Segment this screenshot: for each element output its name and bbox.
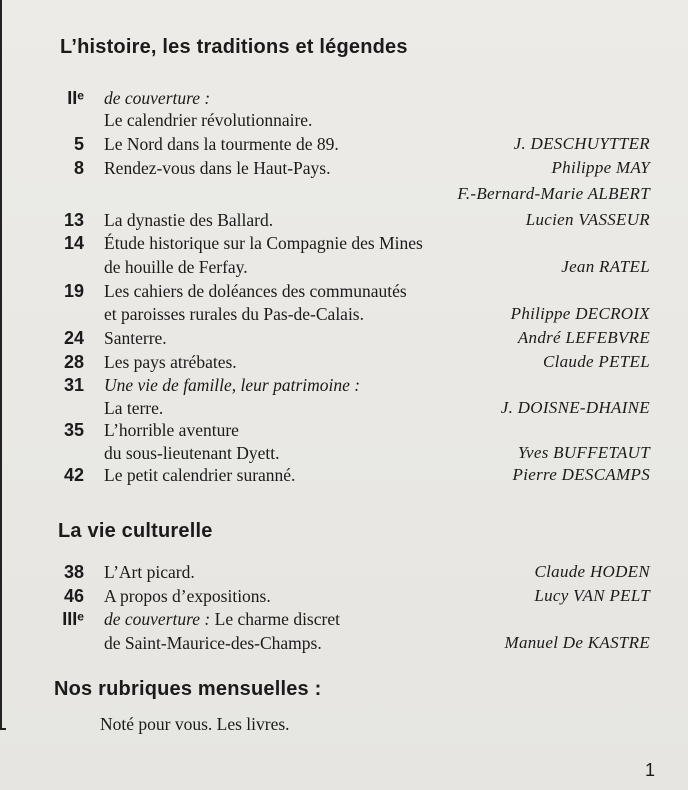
page-number-ref: 5 (73, 134, 84, 154)
entry-title: A propos d’expositions. (104, 586, 271, 606)
entry-title: Le petit calendrier suranné. (104, 465, 296, 485)
entry-author: Pierre DESCAMPS (512, 465, 650, 484)
entry-author: Yves BUFFETAUT (517, 443, 650, 462)
entry-title: de houille de Ferfay. (104, 257, 248, 277)
toc-entry (0, 631, 688, 655)
page-number-ref: 46 (63, 586, 84, 606)
toc-entry (0, 350, 688, 374)
entry-title: Le Nord dans la tourmente de 89. (104, 134, 339, 154)
toc-entry (0, 607, 688, 631)
entry-author: Lucy VAN PELT (534, 586, 650, 605)
entry-author: Claude HODEN (534, 562, 650, 581)
toc-entry (0, 108, 688, 132)
page-number-ref: 28 (63, 352, 84, 372)
toc-entry (0, 396, 688, 420)
toc-entry (0, 86, 688, 110)
entry-title: de couverture : (104, 88, 211, 108)
toc-entry (0, 231, 688, 255)
page-number-ref: 8 (73, 158, 84, 178)
section-title-rubriques: Nos rubriques mensuelles : (54, 678, 322, 700)
entry-title: Les pays atrébates. (104, 352, 237, 372)
entry-author: Claude PETEL (542, 352, 650, 371)
entry-title: Étude historique sur la Compagnie des Mines (104, 233, 423, 253)
toc-entry (0, 208, 688, 232)
page-number-ref: 13 (63, 210, 84, 230)
entry-title: Une vie de famille, leur patrimoine : (104, 375, 361, 395)
page-number-ref: 31 (63, 375, 84, 395)
entry-title: Noté pour vous. Les livres. (100, 714, 290, 734)
entry-title: Les cahiers de doléances des communautés (104, 281, 407, 301)
page-number-ref: 19 (63, 281, 84, 301)
entry-author: J. DOISNE-DHAINE (500, 398, 650, 417)
toc-entry (0, 584, 688, 608)
entry-title: Rendez-vous dans le Haut-Pays. (104, 158, 331, 178)
page-number-ref: 42 (63, 465, 84, 485)
toc-entry (0, 560, 688, 584)
entry-title: La dynastie des Ballard. (104, 210, 274, 230)
toc-entry (0, 441, 688, 465)
entry-author: F.-Bernard-Marie ALBERT (457, 184, 650, 203)
page-number: 1 (645, 760, 656, 780)
entry-title: et paroisses rurales du Pas-de-Calais. (104, 304, 364, 324)
toc-entry (0, 156, 688, 180)
toc-entry (0, 326, 688, 350)
entry-title: L’Art picard. (104, 562, 195, 582)
entry-author: Lucien VASSEUR (525, 210, 650, 229)
entry-title: de Saint-Maurice-des-Champs. (104, 633, 322, 653)
section-title-histoire: L’histoire, les traditions et légendes (60, 36, 408, 58)
entry-author: Jean RATEL (561, 257, 650, 276)
entry-title: L’horrible aventure (104, 420, 239, 440)
entry-author: Philippe DECROIX (510, 304, 650, 323)
section-title-culture: La vie culturelle (58, 520, 213, 542)
entry-author: J. DESCHUYTTER (513, 134, 650, 153)
entry-author: Philippe MAY (551, 158, 650, 177)
entry-title: Le calendrier révolutionnaire. (104, 110, 313, 130)
entry-author: Manuel De KASTRE (504, 633, 650, 652)
toc-entry (0, 279, 688, 303)
toc-entry (0, 182, 688, 206)
page-number-ref: 38 (63, 562, 84, 582)
toc-entry (0, 302, 688, 326)
toc-entry (0, 712, 688, 736)
toc-entry (0, 418, 688, 442)
page-number-ref: IIIᵉ (62, 609, 84, 629)
page-number-ref: 14 (63, 233, 84, 253)
page-number-ref: 35 (63, 420, 84, 440)
page-number-ref: IIᵉ (67, 88, 84, 108)
entry-author: André LEFEBVRE (517, 328, 650, 347)
entry-title: La terre. (104, 398, 164, 418)
toc-entry (0, 255, 688, 279)
entry-title: de couverture : Le charme discret (104, 609, 340, 629)
toc-entry (0, 463, 688, 487)
entry-title: du sous-lieutenant Dyett. (104, 443, 280, 463)
entry-title: Santerre. (104, 328, 167, 348)
toc-entry (0, 373, 688, 397)
toc-entry (0, 132, 688, 156)
page-number-ref: 24 (63, 328, 84, 348)
